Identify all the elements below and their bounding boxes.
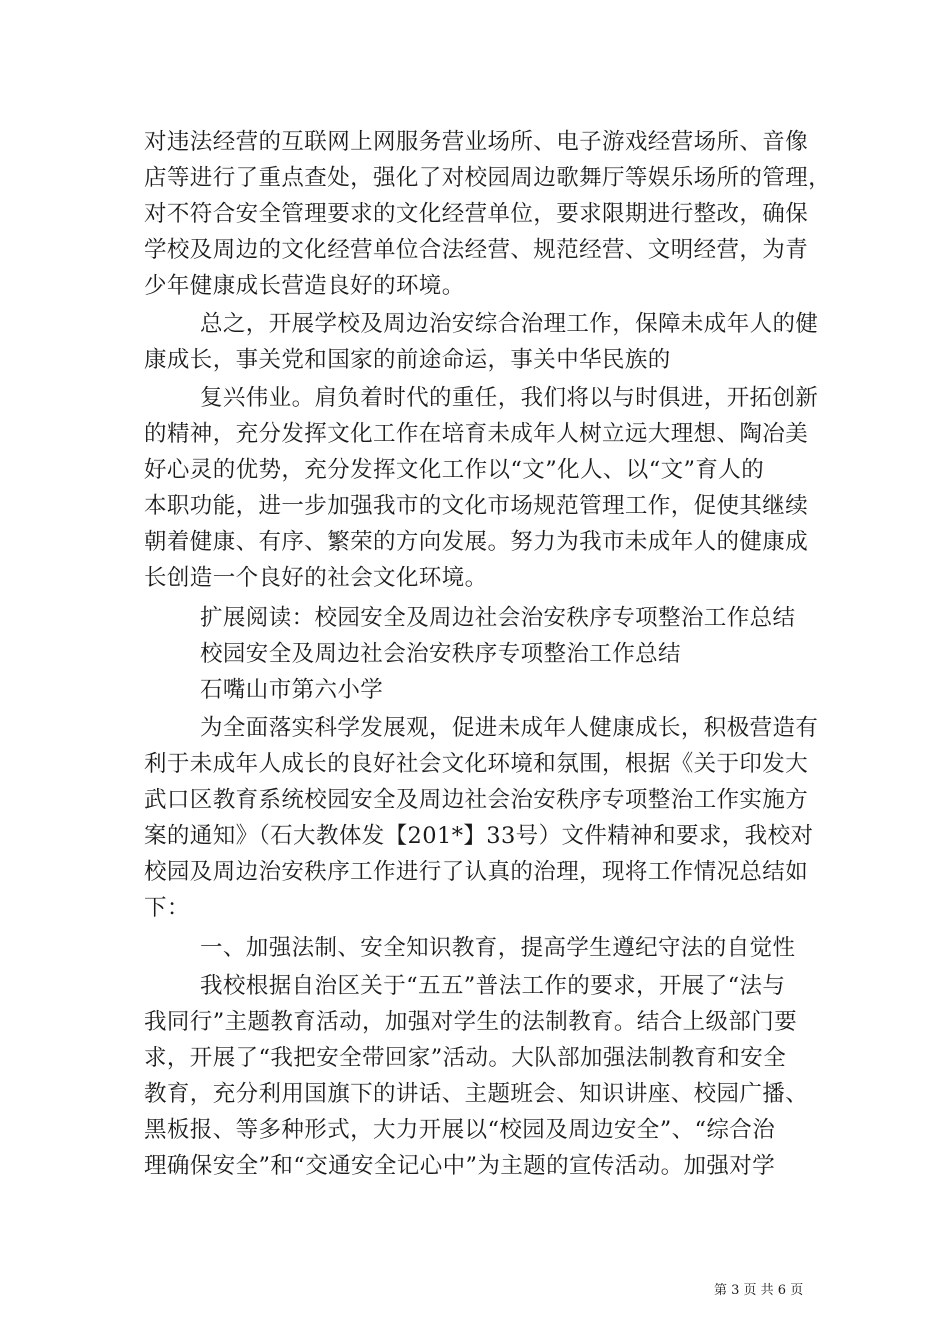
text-line: 求，开展了“我把安全带回家”活动。大队部加强法制教育和安全	[144, 1045, 787, 1071]
school-name: 石嘴山市第六小学	[200, 677, 384, 703]
text-line: 店等进行了重点查处，强化了对校园周边歌舞厅等娱乐场所的管理，	[144, 165, 832, 191]
text-line: 好心灵的优势，充分发挥文化工作以“文”化人、以“文”育人的	[144, 457, 765, 483]
text-line: 为全面落实科学发展观，促进未成年人健康成长，积极营造有	[200, 715, 819, 741]
text-line: 对不符合安全管理要求的文化经营单位，要求限期进行整改，确保	[144, 201, 809, 227]
text-line: 复兴伟业。肩负着时代的重任，我们将以与时俱进，开拓创新	[200, 385, 819, 411]
extended-reading-heading: 扩展阅读：校园安全及周边社会治安秩序专项整治工作总结	[200, 605, 796, 631]
text-line: 武口区教育系统校园安全及周边社会治安秩序专项整治工作实施方	[144, 787, 809, 813]
page-number: 第 3 页 共 6 页	[714, 1283, 804, 1298]
text-line: 康成长，事关党和国家的前途命运，事关中华民族的	[144, 347, 671, 373]
text-line: 学校及周边的文化经营单位合法经营、规范经营、文明经营，为青	[144, 237, 809, 263]
text-line: 我同行”主题教育活动，加强对学生的法制教育。结合上级部门要	[144, 1009, 798, 1035]
text-line: 少年健康成长营造良好的环境。	[144, 273, 465, 299]
text-line: 对违法经营的互联网上网服务营业场所、电子游戏经营场所、音像	[144, 129, 809, 155]
text-line: 总之，开展学校及周边治安综合治理工作，保障未成年人的健	[200, 311, 819, 337]
text-line: 长创造一个良好的社会文化环境。	[144, 565, 488, 591]
text-line: 案的通知》（石大教体发【201*】33号）文件精神和要求，我校对	[144, 823, 814, 849]
text-line: 理确保安全”和“交通安全记心中”为主题的宣传活动。加强对学	[144, 1153, 776, 1179]
section-title: 校园安全及周边社会治安秩序专项整治工作总结	[200, 641, 681, 667]
text-line: 校园及周边治安秩序工作进行了认真的治理，现将工作情况总结如	[144, 859, 809, 885]
text-line: 我校根据自治区关于“五五”普法工作的要求，开展了“法与	[200, 973, 786, 999]
text-line: 朝着健康、有序、繁荣的方向发展。努力为我市未成年人的健康成	[144, 529, 809, 555]
text-line: 下：	[144, 895, 190, 921]
section-heading: 一、加强法制、安全知识教育，提高学生遵纪守法的自觉性	[200, 935, 796, 961]
text-line: 本职功能，进一步加强我市的文化市场规范管理工作，促使其继续	[144, 493, 809, 519]
text-line: 的精神，充分发挥文化工作在培育未成年人树立远大理想、陶冶美	[144, 421, 809, 447]
text-line: 利于未成年人成长的良好社会文化环境和氛围，根据《关于印发大	[144, 751, 809, 777]
text-line: 黑板报、等多种形式，大力开展以“校园及周边安全”、“综合治	[144, 1117, 776, 1143]
text-line: 教育，充分利用国旗下的讲话、主题班会、知识讲座、校园广播、	[144, 1081, 809, 1107]
